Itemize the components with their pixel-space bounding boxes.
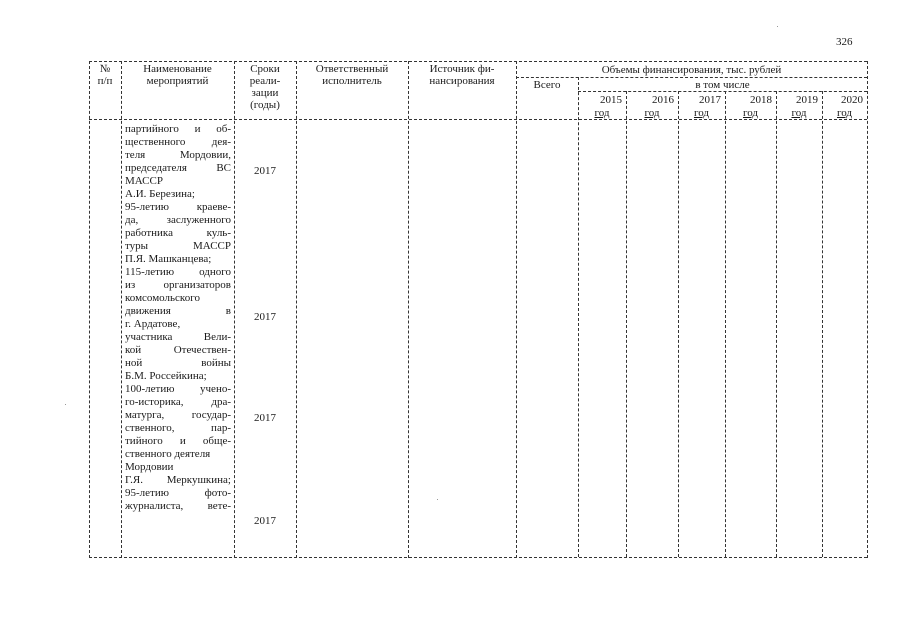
- table-bottom-border: [89, 557, 867, 558]
- header-terms-line4: (годы): [250, 99, 280, 111]
- col-border-right: [867, 61, 868, 558]
- year-2020: 2020: [841, 94, 863, 106]
- header-source-line2: нансирования: [429, 75, 495, 87]
- header-name-line2: мероприятий: [146, 75, 209, 87]
- year-2020-god: год: [836, 107, 853, 119]
- page-number: 326: [836, 36, 853, 48]
- year-2016: 2016: [652, 94, 674, 106]
- events-line: 95-летию краеве-: [125, 201, 231, 213]
- col-border-left: [89, 61, 90, 558]
- header-num-line2: п/п: [97, 75, 113, 87]
- col-border-executor: [408, 61, 409, 558]
- events-text: [125, 123, 231, 513]
- events-line: П.Я. Машканцева;: [125, 253, 212, 265]
- header-executor: [296, 63, 408, 87]
- header-terms-line2: реали-: [249, 75, 281, 87]
- events-line: Мордовии: [125, 461, 174, 473]
- year-2015: 2015: [600, 94, 622, 106]
- events-line: да, заслуженного: [125, 214, 231, 226]
- events-line: туры МАССР: [125, 240, 231, 252]
- events-line: А.И. Березина;: [125, 188, 195, 200]
- events-line: партийного и об-: [125, 123, 231, 135]
- col-border-2016: [678, 91, 679, 557]
- events-line: г. Ардатове,: [125, 318, 181, 330]
- events-line: тийного и обще-: [125, 435, 231, 447]
- col-border-name: [234, 61, 235, 558]
- events-line: журналиста, вете-: [125, 500, 231, 512]
- header-terms-line3: зации: [251, 87, 279, 99]
- events-line: комсомольского: [125, 292, 200, 304]
- events-line: Б.М. Россейкина;: [125, 370, 207, 382]
- events-line: участника Вели-: [125, 331, 231, 343]
- year-2015-god: год: [594, 107, 610, 119]
- header-name-line1: Наименование: [143, 63, 212, 75]
- events-line: теля Мордовии,: [125, 149, 231, 161]
- term-value: 2017: [254, 311, 276, 323]
- col-border-2019: [822, 91, 823, 557]
- events-line: го-историка, дра-: [125, 396, 231, 408]
- col-border-2015: [626, 91, 627, 557]
- header-name: [121, 63, 234, 87]
- col-border-source: [516, 61, 517, 558]
- scan-speck: [777, 26, 778, 27]
- events-line: ственного деятеля: [125, 448, 211, 460]
- term-value: 2017: [254, 165, 276, 177]
- events-line: работника куль-: [125, 227, 231, 239]
- year-2019-god: год: [791, 107, 807, 119]
- including-header-divider: [578, 91, 867, 92]
- header-volumes: Объемы финансирования, тыс. рублей: [601, 64, 782, 76]
- volumes-header-divider: [516, 77, 867, 78]
- header-executor-line2: исполнитель: [322, 75, 382, 87]
- header-bottom-border: [89, 119, 867, 120]
- events-line: 115-летию одного: [125, 266, 231, 278]
- events-line: из организаторов: [125, 279, 231, 291]
- scan-speck: [65, 404, 66, 405]
- events-line: ной войны: [125, 357, 231, 369]
- col-border-terms: [296, 61, 297, 558]
- year-2017: 2017: [699, 94, 721, 106]
- header-executor-line1: Ответственный: [315, 63, 389, 75]
- col-border-2017: [725, 91, 726, 557]
- col-border-total: [578, 77, 579, 557]
- header-num-line1: №: [99, 63, 111, 75]
- header-num: [89, 63, 121, 87]
- events-line: ственного, пар-: [125, 422, 231, 434]
- header-source: [408, 63, 516, 87]
- events-line: щественного дея-: [125, 136, 231, 148]
- header-terms: [234, 63, 296, 111]
- events-line: 100-летию учено-: [125, 383, 231, 395]
- table-top-border: [89, 61, 867, 62]
- col-border-2018: [776, 91, 777, 557]
- events-line: движения в: [125, 305, 231, 317]
- year-2019: 2019: [796, 94, 818, 106]
- year-2016-god: год: [644, 107, 660, 119]
- year-2018: 2018: [750, 94, 772, 106]
- header-terms-line1: Сроки: [250, 63, 280, 75]
- year-2018-god: год: [742, 107, 759, 119]
- events-line: матурга, государ-: [125, 409, 231, 421]
- year-2017-god: год: [693, 107, 710, 119]
- header-including: в том числе: [695, 79, 750, 91]
- events-line: Г.Я. Меркушкина;: [125, 474, 231, 486]
- events-line: кой Отечествен-: [125, 344, 231, 356]
- events-line: председателя ВС: [125, 162, 231, 174]
- events-line: МАССР: [125, 175, 163, 187]
- col-border-num: [121, 61, 122, 558]
- events-line: 95-летию фото-: [125, 487, 231, 499]
- header-total: Всего: [533, 79, 561, 91]
- header-source-line1: Источник фи-: [429, 63, 495, 75]
- term-value: 2017: [254, 515, 276, 527]
- term-value: 2017: [254, 412, 276, 424]
- scan-speck: [437, 499, 438, 500]
